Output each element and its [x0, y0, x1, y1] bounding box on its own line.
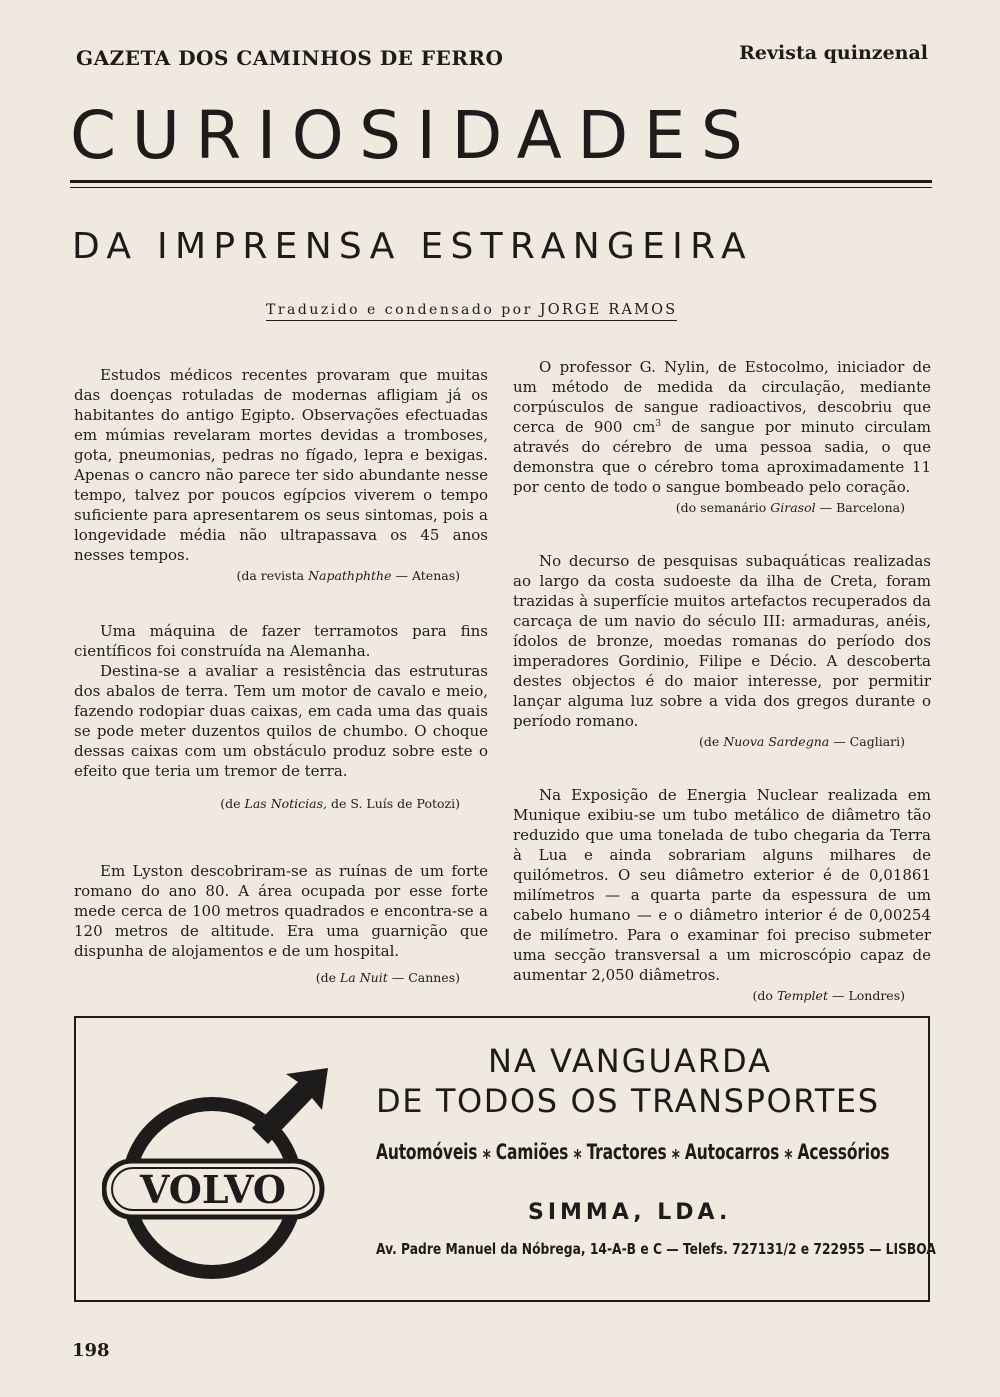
page-title: CURIOSIDADES — [70, 97, 759, 174]
byline-prefix: Traduzido e condensado por — [266, 302, 533, 318]
publication-name: GAZETA DOS CAMINHOS DE FERRO — [76, 46, 504, 70]
article-source — [513, 733, 905, 751]
source-name: Napathphthe — [308, 568, 392, 583]
source-prefix: (do — [752, 988, 773, 1003]
article-text: No decurso de pesquisas subaquáticas realizadas ao largo da costa sudoeste da ilha de Creta, foram trazidas à superfície muitos artefactos recuperados da carcaça de um navio do século III: armaduras, anéis, ídolos de bronze, moedas romanas do período dos imperadores Gordinio, Filipe e Décio. A descoberta destes objectos é do maior interesse, por permitir lançar alguma luz sobre a vida dos gregos durante o período romano. — [513, 552, 931, 730]
article-text-part: O professor G. Nylin, de Estocolmo, iniciador de um método de medida da circulação, mediante corpúsculos de sangue radioactivos, descobriu que cerca de 900 cm — [513, 358, 931, 436]
page-subtitle: DA IMPRENSA ESTRANGEIRA — [72, 226, 753, 267]
article-source — [74, 795, 460, 813]
source-suffix: — Barcelona) — [819, 500, 905, 515]
source-suffix: — Londres) — [831, 988, 905, 1003]
ad-company: SIMMA, LDA. — [528, 1200, 732, 1225]
source-prefix: (de — [315, 970, 336, 985]
article-text: Destina-se a avaliar a resistência das estruturas dos abalos de terra. Tem um motor de cavalo e meio, fazendo rodopiar duas caixas, em cada uma das quais se pode meter duzentos quilos de chumbo. O choque dessas caixas com um obstáculo produz sobre este o efeito que teria um tremor de terra. — [74, 662, 488, 780]
source-name: Templet — [776, 988, 828, 1003]
article-text — [513, 357, 931, 497]
ad-address: Av. Padre Manuel da Nóbrega, 14-A-B e C — Telefs. 727131/2 e 722955 — LISBOA — [376, 1240, 936, 1258]
source-name: Las Noticias, — [244, 796, 328, 811]
article-text: Em Lyston descobriram-se as ruínas de um forte romano do ano 80. A área ocupada por esse forte mede cerca de 100 metros quadrados e encontra-se a 120 metros de altitude. Era uma guarnição que dispunha de alojamentos e de um hospital. — [74, 862, 488, 960]
article-source — [74, 969, 460, 987]
page-number: 198 — [72, 1340, 110, 1361]
publication-frequency: Revista quinzenal — [739, 42, 928, 64]
source-prefix: (da revista — [236, 568, 305, 583]
ad-headline-2: DE TODOS OS TRANSPORTES — [376, 1082, 880, 1120]
ad-products: Automóveis ⁎ Camiões ⁎ Tractores ⁎ Autocarros ⁎ Acessórios — [376, 1140, 890, 1164]
article-source — [513, 987, 905, 1005]
volvo-logo-icon — [102, 1066, 342, 1286]
title-rule-thick — [70, 180, 932, 183]
source-name: Girasol — [770, 500, 816, 515]
article-text: Estudos médicos recentes provaram que muitas das doenças rotuladas de modernas afligiam já os habitantes do antigo Egipto. Observações efectuadas em múmias revelaram mortes devidas a tromboses, gota, pneumonias, pedras no fígado, lepra e bexigas. Apenas o cancro não parece ter sido abundante nesse tempo, talvez por poucos egípcios viverem o tempo suficiente para apresentarem os seus sintomas, pois a longevidade média não ultrapassava os 45 anos nesses tempos. — [74, 366, 488, 564]
right-column — [513, 357, 931, 1005]
article-text-part: de sangue por minuto circulam através do cérebro de uma pessoa sadia, o que demonstra que o cérebro toma aproximadamente 11 por cento de todo o sangue bombeado pelo coração. — [513, 418, 931, 496]
source-suffix: — Cannes) — [391, 970, 460, 985]
left-column — [74, 365, 488, 987]
source-suffix: — Cagliari) — [833, 734, 905, 749]
article-text: Uma máquina de fazer terramotos para fins científicos foi construída na Alemanha. — [74, 622, 488, 660]
source-suffix: — Atenas) — [395, 568, 460, 583]
source-name: Nuova Sardegna — [723, 734, 830, 749]
source-prefix: (de — [220, 796, 241, 811]
superscript: 3 — [655, 419, 662, 429]
article-source — [513, 499, 905, 517]
source-name: La Nuit — [339, 970, 388, 985]
ad-headline-1: NA VANGUARDA — [488, 1042, 772, 1080]
article-text: Na Exposição de Energia Nuclear realizada em Munique exibiu-se um tubo metálico de diâmetro tão reduzido que uma tonelada de tubo chegaria da Terra à Lua e ainda sobrariam alguns milhares de quilómetros. O seu diâmetro exterior é de 0,01861 milímetros — a quarta parte da espessura de um cabelo humano — e o diâmetro interior é de 0,00254 de milímetro. Para o examinar foi preciso submeter uma secção transversal a um microscópio capaz de aumentar 2,050 diâmetros. — [513, 786, 931, 984]
article-source — [74, 567, 460, 585]
byline — [266, 302, 677, 321]
byline-author: JORGE RAMOS — [539, 302, 678, 318]
volvo-advertisement — [74, 1016, 936, 1302]
source-suffix: de S. Luís de Potozi) — [331, 796, 460, 811]
source-prefix: (do semanário — [675, 500, 767, 515]
title-rule-thin — [70, 187, 932, 188]
source-prefix: (de — [699, 734, 720, 749]
volvo-logo-text: VOLVO — [139, 1167, 287, 1212]
